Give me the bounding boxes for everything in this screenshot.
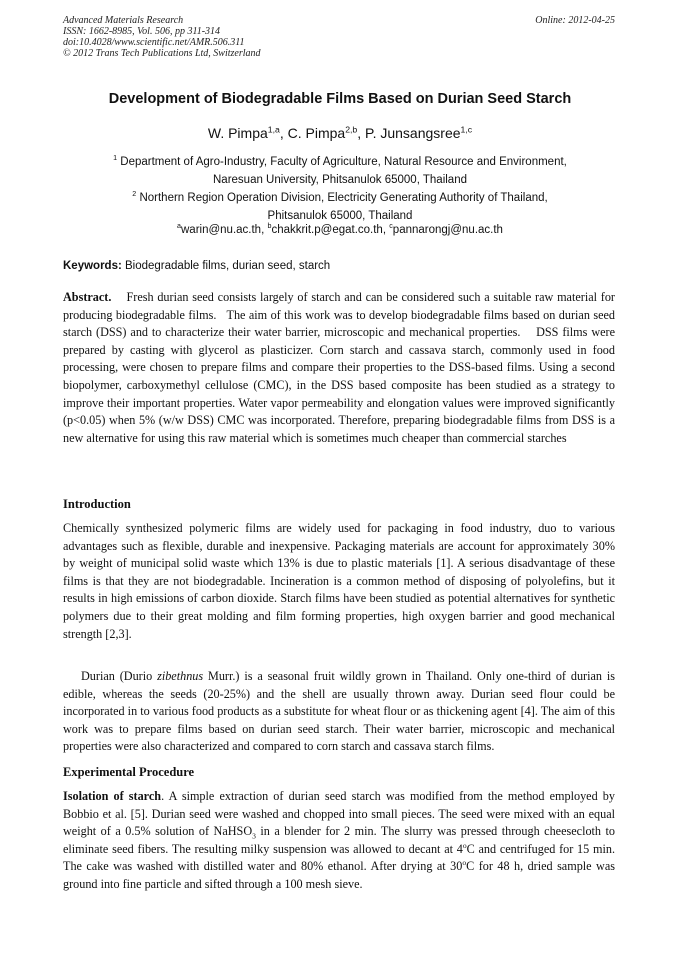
introduction-paragraph: Chemically synthesized polymeric films are widely used for packaging in food industry, duo to various advantages such as flexible, durable and inexpensive. Packaging materials are account for approximately 30% by weight of municipal solid waste which 13% is due to plastic materials [1]. A serious disadvantage of these films is that they are not biodegradable. Incineration is a common method of disposing of polyolefins, but it results in high emissions of carbon dioxide. Starch films have been studied as potential alternatives for synthetic polymers due to their great molding and film forming properties, high oxygen barrier and good mechanical strength [2,3]. (63, 521, 615, 641)
section-heading-introduction: Introduction (63, 497, 131, 511)
doi-line: doi:10.4028/www.scientific.net/AMR.506.311 (63, 37, 245, 48)
email-link[interactable]: chakkrit.p@egat.co.th, (271, 224, 390, 236)
author-name: C. Pimpa (287, 125, 346, 141)
abstract-label: Abstract. (63, 290, 112, 304)
journal-header (63, 15, 615, 59)
author-list: W. Pimpa$^{1,a}$, C. Pimpa$^{2,b}$, P. Junsangsree$^{1,c}$ (207, 124, 473, 141)
affiliation-number: 2 (132, 190, 137, 199)
keywords-label: Keywords: (63, 260, 122, 272)
abstract-text: Fresh durian seed consists largely of starch and can be considered such a suitable raw material for producing biodegradable films. The aim of this work was to develop biodegradable films based on durian seed starch (DSS) and to characterize their water barrier, microscopic and mechanical properties. DSS films were prepared by casting with glycerol as plasticizer. Corn starch and cassava starch, commonly used in food processing, were chosen to prepare films and compare their properties to the DSS-based films. Using a second biopolymer, carboxymethyl cellulose (CMC), in the DSS based composite has been studied as a strategy to improve their important properties. Water vapor permeability and elongation values were improved significantly (p<0.05) when 5% (w/w DSS) CMC was incorporated. Therefore, preparing biodegradable films from DSS is a new alternative for using this raw material which is sometimes much cheaper than commercial starches (63, 290, 619, 445)
author-affil-mark: 1,c (460, 124, 473, 135)
affiliation-line: Department of Agro-Industry, Faculty of Agriculture, Natural Resource and Environment, (120, 156, 567, 168)
journal-name: Advanced Materials Research (63, 15, 184, 26)
species-name: zibethnus (157, 669, 204, 683)
author-emails: $^a$warin@nu.ac.th, $^b$chakkrit.p@egat.co.th, $^c$pannarongj@nu.ac.th (177, 222, 503, 236)
section-heading-experimental: Experimental Procedure (63, 765, 195, 779)
author-name: P. Junsangsree (365, 125, 461, 141)
copyright-line: © 2012 Trans Tech Publications Ltd, Switzerland (63, 48, 261, 59)
email-link[interactable]: pannarongj@nu.ac.th (392, 224, 503, 236)
affiliation-line: Northern Region Operation Division, Electricity Generating Authority of Thailand, (139, 192, 548, 204)
subsection-label: Isolation of starch (63, 789, 162, 803)
paper-title: Development of Biodegradable Films Based on Durian Seed Starch (108, 91, 572, 107)
author-affil-mark: 2,b (345, 124, 358, 135)
affiliation-line: Naresuan University, Phitsanulok 65000, Thailand (213, 174, 467, 186)
experimental-paragraph: Isolation of starch. A simple extraction of durian seed starch was modified from the method employed by Bobbio et al. [5]. Durian seed were washed and chopped into small pieces. The seed were mixed with an equal weight of a 0.5% solution of NaHSO$_3$ in a blender for 2 min. The slurry was pressed through cheesecloth to eliminate seed fibers. The resulting milky suspension was allowed to decant at 4$^o$C and centrifuged for 15 min. The cake was washed with distilled water and 80% ethanol. After drying at 30$^o$C for 48 h, dried sample was ground into fine particle and sifted through a 100 mesh sieve. (63, 789, 616, 891)
issn-line: ISSN: 1662-8985, Vol. 506, pp 311-314 (63, 26, 221, 37)
keywords (63, 260, 615, 272)
introduction-paragraph: Durian (Durio zibethnus Murr.) is a seasonal fruit wildly grown in Thailand. Only one-third of durian is edible, whereas the seeds (20-25%) and the shell are usually thrown away. Durian seed flour could be incorporated in to various food products as a substitute for wheat flour or as thickening agent [4]. The aim of this work was to prepare films based on durian seed starch. Their water barrier, microscopic and mechanical properties were also characterized and compared to corn starch and cassava starch films. (63, 669, 615, 754)
online-date: Online: 2012-04-25 (535, 15, 615, 26)
author-affil-mark: 1,a (267, 124, 280, 135)
keywords-text: Biodegradable films, durian seed, starch (121, 260, 331, 272)
affiliation-2 (40, 189, 640, 225)
author-name: W. Pimpa (207, 125, 268, 141)
email-link[interactable]: warin@nu.ac.th, (181, 224, 268, 236)
abstract (63, 289, 619, 447)
affiliation-number: 1 (113, 154, 118, 163)
affiliation-line: Phitsanulok 65000, Thailand (267, 210, 413, 222)
affiliation-1 (40, 153, 640, 189)
